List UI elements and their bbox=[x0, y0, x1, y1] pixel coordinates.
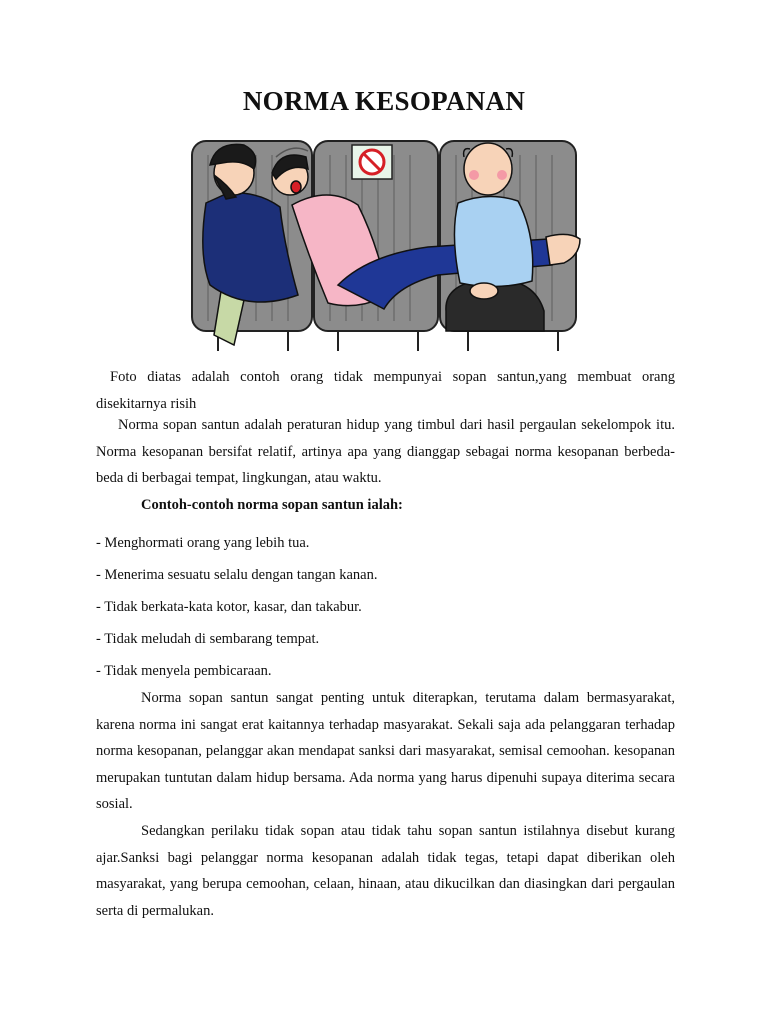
paragraph-definition: Norma sopan santun adalah peraturan hidup yang timbul dari hasil pergaulan sekelompok itu. Norma kesopanan bersifat relatif, artinya apa yang dianggap sebagai norma kesopanan berbeda-beda di berbagai tempat, lingkungan, atau waktu. bbox=[96, 417, 675, 486]
list-item: - Tidak meludah di sembarang tempat. bbox=[96, 631, 320, 647]
no-smoking-sign-icon bbox=[352, 145, 392, 179]
list-item: - Menghormati orang yang lebih tua. bbox=[96, 535, 310, 551]
bus-seat-illustration bbox=[188, 135, 584, 353]
examples-list bbox=[96, 530, 377, 690]
paragraph-importance: Norma sopan santun sangat penting untuk diterapkan, terutama dalam bermasyarakat, karena norma ini sangat erat kaitannya terhadap masyarakat. Sekali saja ada pelanggaran terhadap norma kesopanan, pelanggar akan mendapat sanksi dari masyarakat, semisal cemoohan. kesopanan merupakan tuntutan dalam hidup bersama. Ada norma yang harus dipenuhi supaya diterima secara sosial. bbox=[96, 690, 675, 812]
page-title: NORMA KESOPANAN bbox=[242, 86, 526, 116]
paragraph-intro: Foto diatas adalah contoh orang tidak mempunyai sopan santun,yang membuat orang disekitarnya risih bbox=[96, 369, 675, 412]
examples-heading: Contoh-contoh norma sopan santun ialah: bbox=[141, 497, 403, 513]
paragraph-sanctions: Sedangkan perilaku tidak sopan atau tidak tahu sopan santun istilahnya disebut kurang ajar.Sanksi bagi pelanggar norma kesopanan adalah tidak tegas, tetapi dapat diberikan oleh masyarakat, yang berupa cemoohan, celaan, hinaan, atau dikucilkan dan diasingkan dari pergaulan serta di permalukan. bbox=[96, 823, 675, 919]
list-item: - Tidak berkata-kata kotor, kasar, dan takabur. bbox=[96, 599, 362, 615]
list-item: - Menerima sesuatu selalu dengan tangan kanan. bbox=[96, 567, 378, 583]
list-item: - Tidak menyela pembicaraan. bbox=[96, 663, 272, 679]
